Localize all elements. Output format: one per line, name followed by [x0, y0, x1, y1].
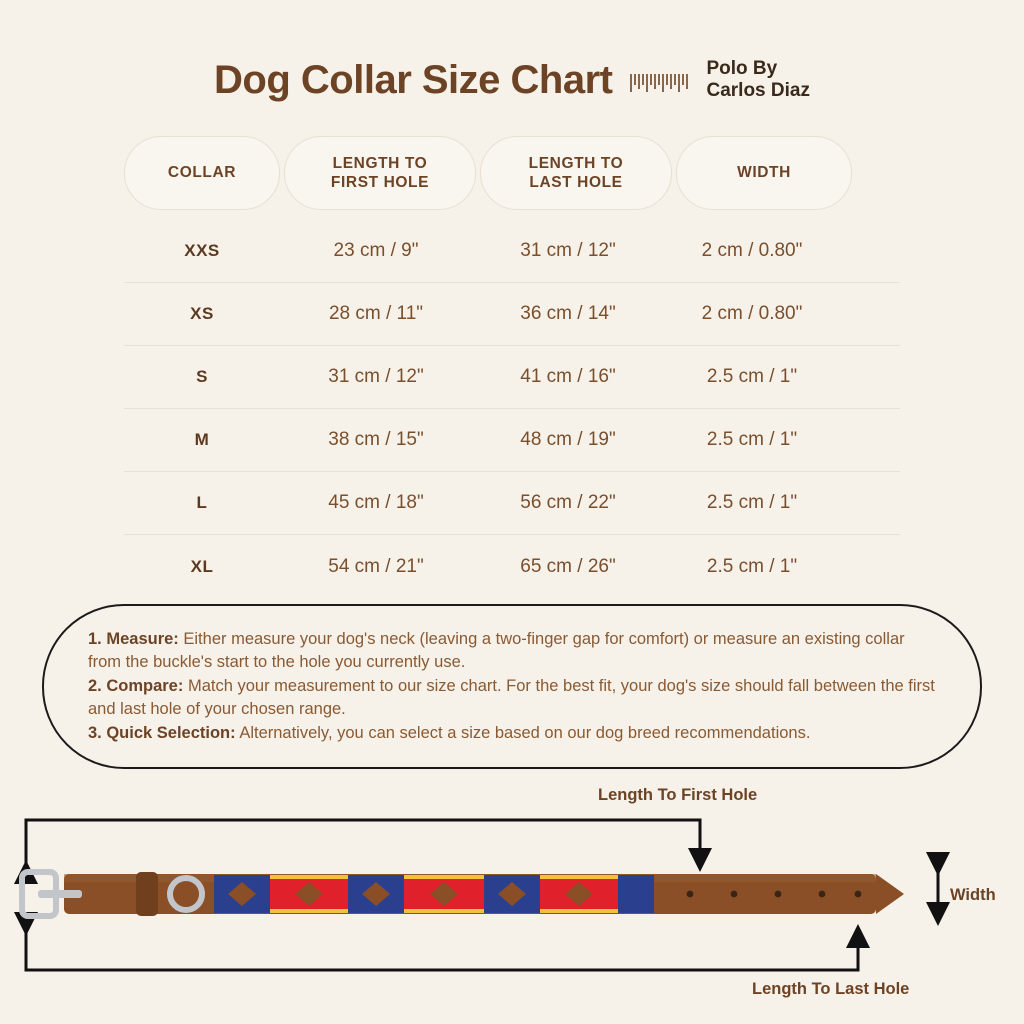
column-header-collar — [124, 136, 280, 210]
column-header-first-hole — [284, 136, 476, 210]
table-body — [124, 220, 900, 598]
instruction-label: 1. Measure: — [88, 629, 179, 648]
instruction-label: 3. Quick Selection: — [88, 723, 236, 742]
cell-width: 2 cm / 0.80" — [701, 303, 803, 324]
cell-last-hole: 36 cm / 14" — [520, 303, 616, 324]
instruction-item — [88, 628, 936, 675]
table-row — [124, 535, 900, 598]
cell-width: 2.5 cm / 1" — [706, 366, 798, 387]
diagram-label-width: Width — [950, 886, 996, 904]
collar-diagram — [0, 770, 1024, 1024]
cell-first-hole: 31 cm / 12" — [328, 366, 424, 387]
cell-last-hole: 48 cm / 19" — [520, 429, 616, 450]
instruction-item — [88, 722, 936, 745]
column-header-line2: FIRST HOLE — [330, 174, 430, 191]
diagram-label-first-hole: Length To First Hole — [598, 786, 758, 804]
cell-width: 2 cm / 0.80" — [701, 240, 803, 261]
instruction-text: Either measure your dog's neck (leaving a two-finger gap for comfort) or measure an existing collar from the buckle's start to the hole you currently use. — [88, 629, 905, 672]
instruction-text: Alternatively, you can select a size based on our dog breed recommendations. — [235, 723, 811, 742]
cell-size: XXS — [184, 241, 220, 260]
column-header-last-hole — [480, 136, 672, 210]
cell-size: L — [196, 493, 208, 512]
table-row — [124, 220, 900, 283]
dog-collar-illustration — [18, 866, 918, 924]
cell-last-hole: 41 cm / 16" — [520, 366, 616, 387]
cell-width: 2.5 cm / 1" — [706, 492, 798, 513]
instructions-box — [42, 604, 982, 769]
cell-width: 2.5 cm / 1" — [706, 429, 798, 450]
column-header-line2: LAST HOLE — [529, 174, 623, 191]
table-row — [124, 283, 900, 346]
cell-first-hole: 54 cm / 21" — [328, 555, 424, 577]
page-header — [0, 44, 1024, 116]
page-title: Dog Collar Size Chart — [214, 57, 613, 102]
brand-line-2: Carlos Diaz — [706, 80, 810, 101]
cell-first-hole: 28 cm / 11" — [328, 303, 424, 324]
column-header-line1: LENGTH TO — [332, 154, 428, 172]
cell-size: S — [196, 367, 208, 386]
size-table — [124, 136, 900, 598]
ruler-icon — [630, 72, 688, 94]
instruction-text: Match your measurement to our size chart. For the best fit, your dog's size should fall between the first and last hole of your chosen range. — [88, 676, 935, 719]
cell-size: M — [194, 430, 210, 449]
cell-last-hole: 56 cm / 22" — [520, 492, 616, 513]
cell-last-hole: 65 cm / 26" — [520, 555, 616, 577]
diagram-label-last-hole: Length To Last Hole — [752, 980, 910, 998]
cell-width: 2.5 cm / 1" — [706, 555, 798, 577]
cell-first-hole: 23 cm / 9" — [333, 240, 419, 261]
cell-first-hole: 38 cm / 15" — [328, 429, 424, 450]
table-header-row — [124, 136, 900, 210]
column-header-line1: LENGTH TO — [528, 154, 624, 172]
column-header-line1: COLLAR — [167, 164, 237, 182]
instruction-item — [88, 675, 936, 722]
table-row — [124, 346, 900, 409]
column-header-line1: WIDTH — [737, 164, 791, 182]
column-header-width — [676, 136, 852, 210]
cell-size: XS — [190, 304, 214, 323]
instruction-label: 2. Compare: — [88, 676, 184, 695]
table-row — [124, 472, 900, 535]
cell-size: XL — [190, 556, 214, 576]
cell-last-hole: 31 cm / 12" — [520, 240, 616, 261]
cell-first-hole: 45 cm / 18" — [328, 492, 424, 513]
table-row — [124, 409, 900, 472]
brand-line-1: Polo By — [706, 58, 778, 80]
brand-logo — [706, 58, 809, 102]
